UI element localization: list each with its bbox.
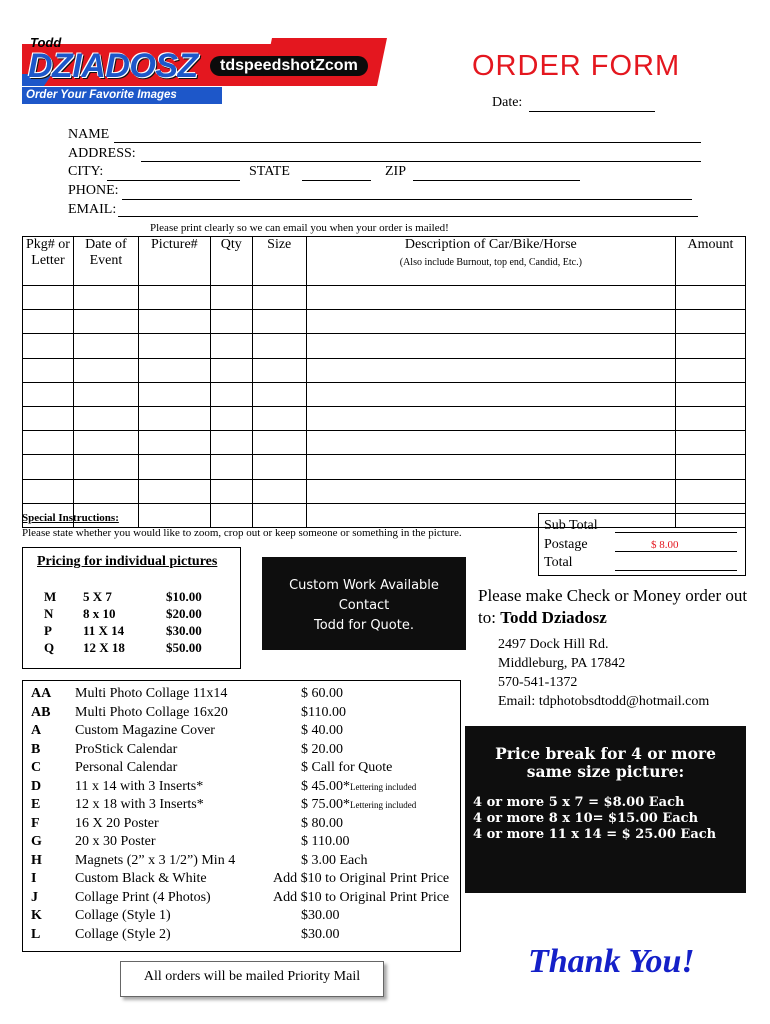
payee-name: Todd Dziadosz <box>500 608 607 627</box>
item-description: ProStick Calendar <box>75 741 178 757</box>
item-price <box>301 908 340 924</box>
item-description: 12 x 18 with 3 Inserts* <box>75 797 204 812</box>
table-cell[interactable] <box>23 382 74 406</box>
logo-site: tdspeedshotZcom <box>210 56 368 76</box>
item-code: K <box>31 908 42 923</box>
table-cell[interactable] <box>676 334 746 358</box>
table-cell[interactable] <box>73 382 138 406</box>
item-price <box>301 686 343 702</box>
thank-you: Thank You! <box>528 943 695 980</box>
item-price-value: $ 110.00 <box>301 834 350 849</box>
table-cell[interactable] <box>210 358 252 382</box>
table-cell[interactable] <box>138 382 210 406</box>
price-break-line3: 4 or more 11 x 14 = $ 25.00 Each <box>473 827 717 842</box>
pricing-code: N <box>44 606 54 621</box>
pricing-price: $10.00 <box>166 589 202 604</box>
table-cell[interactable] <box>73 310 138 334</box>
date-field[interactable] <box>529 111 655 112</box>
item-code: E <box>31 797 41 812</box>
table-cell[interactable] <box>138 503 210 527</box>
table-cell[interactable] <box>252 455 306 479</box>
table-row <box>23 382 746 406</box>
table-row <box>23 358 746 382</box>
table-cell[interactable] <box>73 455 138 479</box>
item-price-value: $30.00 <box>301 926 340 942</box>
item-code: L <box>31 926 41 942</box>
table-cell[interactable] <box>138 334 210 358</box>
table-cell[interactable] <box>73 334 138 358</box>
payment-instructions <box>478 585 748 629</box>
table-cell[interactable] <box>676 286 746 310</box>
table-cell[interactable] <box>23 431 74 455</box>
table-row <box>23 455 746 479</box>
item-code: D <box>31 778 42 794</box>
city-field[interactable] <box>107 180 240 181</box>
item-price <box>273 871 449 887</box>
item-code: C <box>31 760 42 775</box>
custom-line3: Todd for Quote. <box>314 618 414 633</box>
payment-address <box>498 635 709 711</box>
name-label: NAME <box>68 127 110 142</box>
item-price <box>301 742 343 758</box>
custom-work-box <box>262 557 466 650</box>
item-price <box>301 705 346 721</box>
phone-field[interactable] <box>122 199 692 200</box>
item-price-value: $ Call for Quote <box>301 760 393 775</box>
print-note: Please print clearly so we can email you when your order is mailed! <box>150 222 449 234</box>
header-amount: Amount <box>676 237 746 286</box>
header-description-title: Description of Car/Bike/Horse <box>404 237 577 252</box>
table-cell[interactable] <box>252 479 306 503</box>
table-row <box>23 431 746 455</box>
table-cell[interactable] <box>138 455 210 479</box>
table-cell[interactable] <box>138 431 210 455</box>
logo-last-name: DZIADOSZ <box>28 47 198 85</box>
table-cell[interactable] <box>210 479 252 503</box>
date-label: Date: <box>492 95 523 110</box>
item-description: Multi Photo Collage 16x20 <box>75 704 228 720</box>
item-price <box>301 834 349 850</box>
subtotal-label: Sub Total <box>544 518 598 533</box>
table-cell[interactable] <box>210 310 252 334</box>
order-table-body <box>23 286 746 528</box>
pricing-size: 12 X 18 <box>83 640 125 655</box>
item-code: F <box>31 815 40 831</box>
item-description: 20 x 30 Poster <box>75 834 156 849</box>
item-price-value: $ 80.00 <box>301 815 343 831</box>
table-cell[interactable] <box>23 479 74 503</box>
table-cell[interactable] <box>23 455 74 479</box>
table-cell[interactable] <box>306 286 675 310</box>
item-code: I <box>31 871 37 886</box>
pricing-price: $50.00 <box>166 640 202 655</box>
item-price-value: Add $10 to Original Print Price <box>273 871 450 886</box>
pricing-size: 11 X 14 <box>83 623 125 638</box>
item-price-value: $ 45.00* <box>301 778 350 794</box>
pricing-title: Pricing for individual pictures <box>37 554 218 569</box>
header-picture: Picture# <box>138 237 210 286</box>
table-cell[interactable] <box>306 382 675 406</box>
item-price <box>301 723 343 739</box>
table-cell[interactable] <box>23 334 74 358</box>
header-date-line1: Date of <box>85 237 127 252</box>
item-price-value: $ 60.00 <box>301 686 343 701</box>
table-cell[interactable] <box>138 310 210 334</box>
address-email: Email: tdphotobsdtodd@hotmail.com <box>498 694 710 709</box>
pricing-price: $20.00 <box>166 606 202 621</box>
address-phone: 570-541-1372 <box>498 675 578 690</box>
item-description: Personal Calendar <box>75 760 178 775</box>
table-cell[interactable] <box>306 334 675 358</box>
table-cell[interactable] <box>306 455 675 479</box>
item-price <box>301 779 416 795</box>
pricing-code: M <box>44 589 57 604</box>
item-description: Custom Magazine Cover <box>75 723 215 738</box>
pricing-size: 5 X 7 <box>83 589 112 604</box>
logo <box>22 34 387 118</box>
table-cell[interactable] <box>23 406 74 430</box>
table-cell[interactable] <box>210 334 252 358</box>
custom-line1: Custom Work Available <box>289 578 439 593</box>
totals-box <box>538 513 746 576</box>
table-cell[interactable] <box>73 358 138 382</box>
item-code: G <box>31 834 42 849</box>
price-break-line2: 4 or more 8 x 10= $15.00 Each <box>473 811 699 826</box>
item-description: Collage Print (4 Photos) <box>75 889 211 905</box>
subtotal-field[interactable] <box>615 532 737 533</box>
header-pkg-line2: Letter <box>31 253 65 268</box>
price-break-title2: same size picture: <box>526 762 685 781</box>
item-price <box>301 816 343 832</box>
item-code: J <box>31 889 38 905</box>
pricing-code: Q <box>44 640 55 655</box>
item-code: AB <box>31 704 51 720</box>
payment-text: Please make Check or Money order out to: <box>478 586 748 627</box>
table-cell[interactable] <box>306 406 675 430</box>
item-price <box>301 797 416 813</box>
table-cell[interactable] <box>73 406 138 430</box>
item-price-note: Lettering included <box>350 800 417 810</box>
postage-field <box>615 551 737 552</box>
page-title: ORDER FORM <box>472 50 681 82</box>
state-field[interactable] <box>302 180 371 181</box>
item-price-value: $ 75.00* <box>301 797 350 812</box>
table-cell[interactable] <box>252 334 306 358</box>
table-cell[interactable] <box>138 358 210 382</box>
item-description: Multi Photo Collage 11x14 <box>75 686 228 701</box>
table-cell[interactable] <box>252 503 306 527</box>
price-break-title <box>465 745 746 781</box>
table-cell[interactable] <box>306 310 675 334</box>
item-code: B <box>31 741 41 757</box>
header-pkg <box>23 237 74 286</box>
table-cell[interactable] <box>23 286 74 310</box>
table-cell[interactable] <box>23 310 74 334</box>
table-cell[interactable] <box>252 406 306 430</box>
state-label: STATE <box>249 164 290 179</box>
table-cell[interactable] <box>676 431 746 455</box>
order-table <box>22 236 746 528</box>
item-price-value: $ 20.00 <box>301 741 343 757</box>
table-row <box>23 406 746 430</box>
table-row <box>23 286 746 310</box>
item-price-value: $ 40.00 <box>301 723 343 738</box>
table-cell[interactable] <box>676 358 746 382</box>
table-cell[interactable] <box>138 406 210 430</box>
item-description: Magnets (2” x 3 1/2”) Min 4 <box>75 852 236 868</box>
item-price-value: $110.00 <box>301 704 346 720</box>
postage-value: $ 8.00 <box>651 539 679 551</box>
table-cell[interactable] <box>252 286 306 310</box>
address-line2: Middleburg, PA 17842 <box>498 656 626 671</box>
custom-line2: Contact <box>338 598 390 613</box>
item-description: 16 X 20 Poster <box>75 815 159 831</box>
table-cell[interactable] <box>306 431 675 455</box>
special-instructions-title: Special Instructions: <box>22 512 119 524</box>
item-description: 11 x 14 with 3 Inserts* <box>75 778 204 794</box>
total-label: Total <box>544 555 573 570</box>
mail-note: All orders will be mailed Priority Mail <box>120 961 384 997</box>
pricing-size: 8 x 10 <box>83 606 116 621</box>
header-date <box>73 237 138 286</box>
table-cell[interactable] <box>138 479 210 503</box>
table-cell[interactable] <box>73 431 138 455</box>
zip-field[interactable] <box>413 180 580 181</box>
table-cell[interactable] <box>252 382 306 406</box>
table-cell[interactable] <box>306 358 675 382</box>
name-field[interactable] <box>114 142 701 143</box>
table-cell[interactable] <box>676 382 746 406</box>
table-cell[interactable] <box>306 479 675 503</box>
logo-tagline: Order Your Favorite Images Online!.. <box>22 87 222 104</box>
email-label: EMAIL: <box>68 202 117 217</box>
item-price <box>273 890 449 906</box>
header-description <box>306 237 675 286</box>
header-size: Size <box>252 237 306 286</box>
header-description-sub: (Also include Burnout, top end, Candid, Etc.) <box>399 257 582 268</box>
total-field[interactable] <box>615 570 737 571</box>
item-description: Collage (Style 2) <box>75 926 171 942</box>
table-header-row <box>23 237 746 286</box>
table-cell[interactable] <box>252 358 306 382</box>
email-field[interactable] <box>118 216 698 217</box>
logo-first-name: Todd <box>30 35 62 50</box>
table-cell[interactable] <box>23 358 74 382</box>
postage-label: Postage <box>544 537 588 552</box>
table-cell[interactable] <box>210 382 252 406</box>
phone-label: PHONE: <box>68 183 119 198</box>
address-field[interactable] <box>141 161 701 162</box>
item-price-note: Lettering included <box>350 781 417 792</box>
item-description: Collage (Style 1) <box>75 908 171 923</box>
header-pkg-line1: Pkg# or <box>26 237 70 252</box>
table-cell[interactable] <box>210 503 252 527</box>
table-row <box>23 310 746 334</box>
product-list-box <box>22 680 461 952</box>
city-label: CITY: <box>68 164 104 179</box>
table-cell[interactable] <box>138 286 210 310</box>
price-break-title1: Price break for 4 or more <box>495 744 716 763</box>
item-code: A <box>31 723 42 738</box>
table-cell[interactable] <box>210 431 252 455</box>
item-price <box>301 760 392 776</box>
item-price <box>301 927 340 943</box>
table-row <box>23 334 746 358</box>
table-cell[interactable] <box>676 455 746 479</box>
item-code: H <box>31 852 42 868</box>
pricing-box <box>22 547 241 669</box>
price-break-box <box>465 726 746 893</box>
table-cell[interactable] <box>676 479 746 503</box>
price-break-line1: 4 or more 5 x 7 = $8.00 Each <box>473 795 685 810</box>
item-description: Custom Black & White <box>75 871 207 886</box>
pricing-code: P <box>44 623 52 638</box>
table-cell[interactable] <box>676 310 746 334</box>
item-price <box>301 853 367 869</box>
table-cell[interactable] <box>73 479 138 503</box>
item-code: AA <box>31 686 52 701</box>
address-line1: 2497 Dock Hill Rd. <box>498 637 609 652</box>
table-cell[interactable] <box>676 406 746 430</box>
item-price-value: $30.00 <box>301 908 340 923</box>
header-qty: Qty <box>210 237 252 286</box>
pricing-price: $30.00 <box>166 623 202 638</box>
zip-label: ZIP <box>385 164 406 179</box>
table-cell[interactable] <box>252 431 306 455</box>
table-cell[interactable] <box>210 286 252 310</box>
header-date-line2: Event <box>89 253 123 268</box>
special-instructions-note: Please state whether you would like to zoom, crop out or keep someone or something in the picture. <box>22 527 462 539</box>
table-cell[interactable] <box>252 310 306 334</box>
table-cell[interactable] <box>73 286 138 310</box>
item-price-value: Add $10 to Original Print Price <box>273 889 450 905</box>
table-row <box>23 479 746 503</box>
table-cell[interactable] <box>210 455 252 479</box>
address-label: ADDRESS: <box>68 146 136 161</box>
item-price-value: $ 3.00 Each <box>301 852 368 868</box>
table-cell[interactable] <box>210 406 252 430</box>
